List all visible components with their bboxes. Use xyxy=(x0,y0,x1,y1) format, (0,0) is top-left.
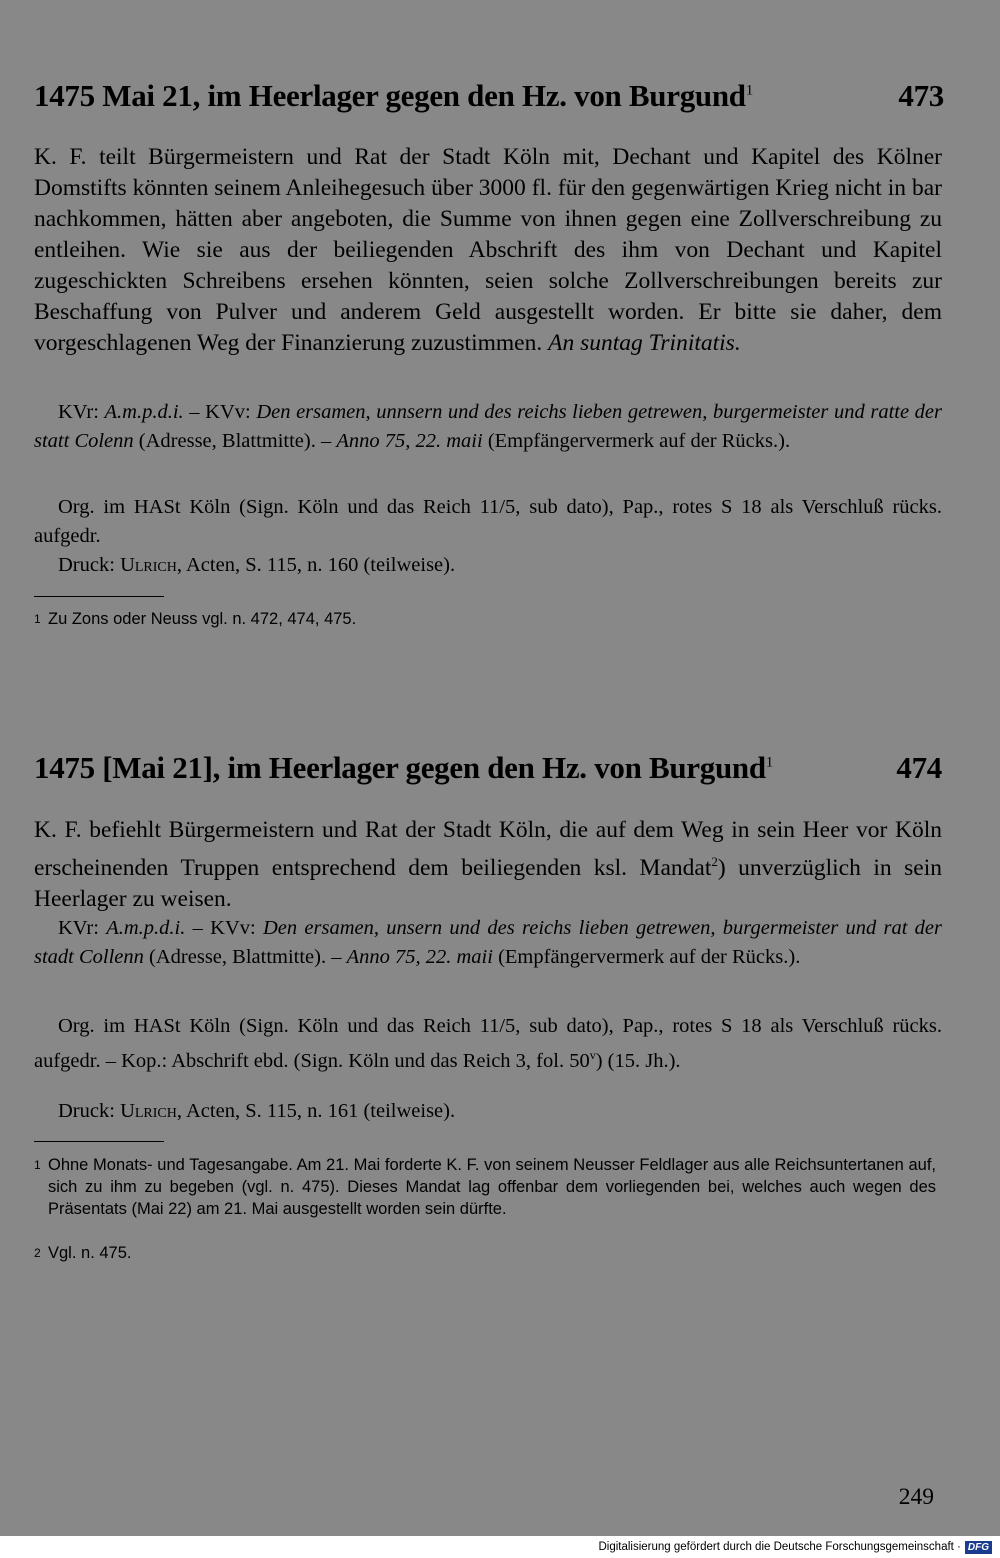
doc-474-heading xyxy=(34,750,944,786)
doc-474-number: 474 xyxy=(896,750,942,785)
page-number: 249 xyxy=(898,1484,934,1510)
doc-474-druck: Druck: Ulrich, Acten, S. 115, n. 161 (teilweise). xyxy=(58,1100,456,1122)
dfg-footer-bar xyxy=(0,1536,1000,1558)
doc-473-regest: K. F. teilt Bürgermeistern und Rat der Stadt Köln mit, Dechant und Kapitel des Kölner Domstifts könnten seinem Anleihegesuch über 3000 fl. für den gegenwärtigen Krieg nicht in bar nachkommen, hätten aber angeboten, die Summe von ihnen gegen eine Zollverschreibung zu entleihen. Wie sie aus der beiliegenden Abschrift des ihm von Dechant und Kapitel zugeschickten Schreibens ersehen könnten, seien solche Zollverschreibungen bereits zur Beschaffung von Pulver und anderem Geld ausgestellt worden. Er bitte sie daher, dem vorgeschlagenen Weg der Finanzierung zuzustimmen. An suntag Trinitatis. xyxy=(34,144,942,356)
doc-473-source: Org. im HASt Köln (Sign. Köln und das Reich 11/5, sub dato), Pap., rotes S 18 als Verschluß rücks. aufgedr. xyxy=(34,496,942,547)
doc-473-footnote-1: 1 Zu Zons oder Neuss vgl. n. 472, 474, 475. xyxy=(34,610,357,628)
doc-474-regest: K. F. befiehlt Bürgermeistern und Rat der Stadt Köln, die auf dem Weg in sein Heer vor Köln erscheinenden Truppen entsprechend dem beiliegenden ksl. Mandat$^2$) unverzüglich in sein Heerlager zu weisen. xyxy=(34,817,942,912)
dfg-footer-text: Digitalisierung gefördert durch die Deutsche Forschungsgemeinschaft · xyxy=(598,1541,961,1553)
doc-473-footnote-rule xyxy=(34,596,164,597)
doc-473-druck: Druck: Ulrich, Acten, S. 115, n. 160 (teilweise). xyxy=(58,554,456,576)
doc-474-heading-footnote-ref: 1 xyxy=(765,754,773,771)
doc-473-heading-title: 1475 Mai 21, im Heerlager gegen den Hz. von Burgund$^1$ xyxy=(34,78,753,113)
doc-474-footnote-1: 1 Ohne Monats- und Tagesangabe. Am 21. Mai forderte K. F. von seinem Neusser Feldlager aus alle Reichsuntertanen auf, sich zu ihm zu begeben (vgl. n. 475). Dieses Mandat lag offenbar dem vorliegenden bei, welches auch wegen des Präsentats (Mai 22) am 21. Mai ausgestellt worden sein dürfte. xyxy=(34,1156,936,1218)
doc-473-heading xyxy=(34,78,944,114)
doc-473-kv-note: KVr: A.m.p.d.i. – KVv: Den ersamen, unnsern und des reichs lieben getrewen, burgermeister und ratte der statt Colenn (Adresse, Blattmitte). – Anno 75, 22. maii (Empfängervermerk auf der Rücks.). xyxy=(34,401,942,452)
doc-474-kv-note: KVr: A.m.p.d.i. – KVv: Den ersamen, unsern und des reichs lieben getrewen, burgermeister und rat der stadt Collenn (Adresse, Blattmitte). – Anno 75, 22. maii (Empfängervermerk auf der Rücks.). xyxy=(34,917,943,968)
doc-474-heading-title: 1475 [Mai 21], im Heerlager gegen den Hz. von Burgund$^1$ xyxy=(34,750,773,785)
doc-473-heading-footnote-ref: 1 xyxy=(745,82,753,99)
doc-474-footnote-2: 2 Vgl. n. 475. xyxy=(34,1244,132,1262)
dfg-logo: DFG xyxy=(965,1541,992,1554)
doc-473-number: 473 xyxy=(898,78,944,113)
doc-473-date: An suntag Trinitatis. xyxy=(548,330,741,356)
doc-474-source: Org. im HASt Köln (Sign. Köln und das Reich 11/5, sub dato), Pap., rotes S 18 als Verschluß rücks. aufgedr. – Kop.: Abschrift ebd. (Sign. Köln und das Reich 3, fol. 50$^v$) (15. Jh.). xyxy=(34,1015,942,1072)
doc-474-footnote-rule xyxy=(34,1141,164,1142)
